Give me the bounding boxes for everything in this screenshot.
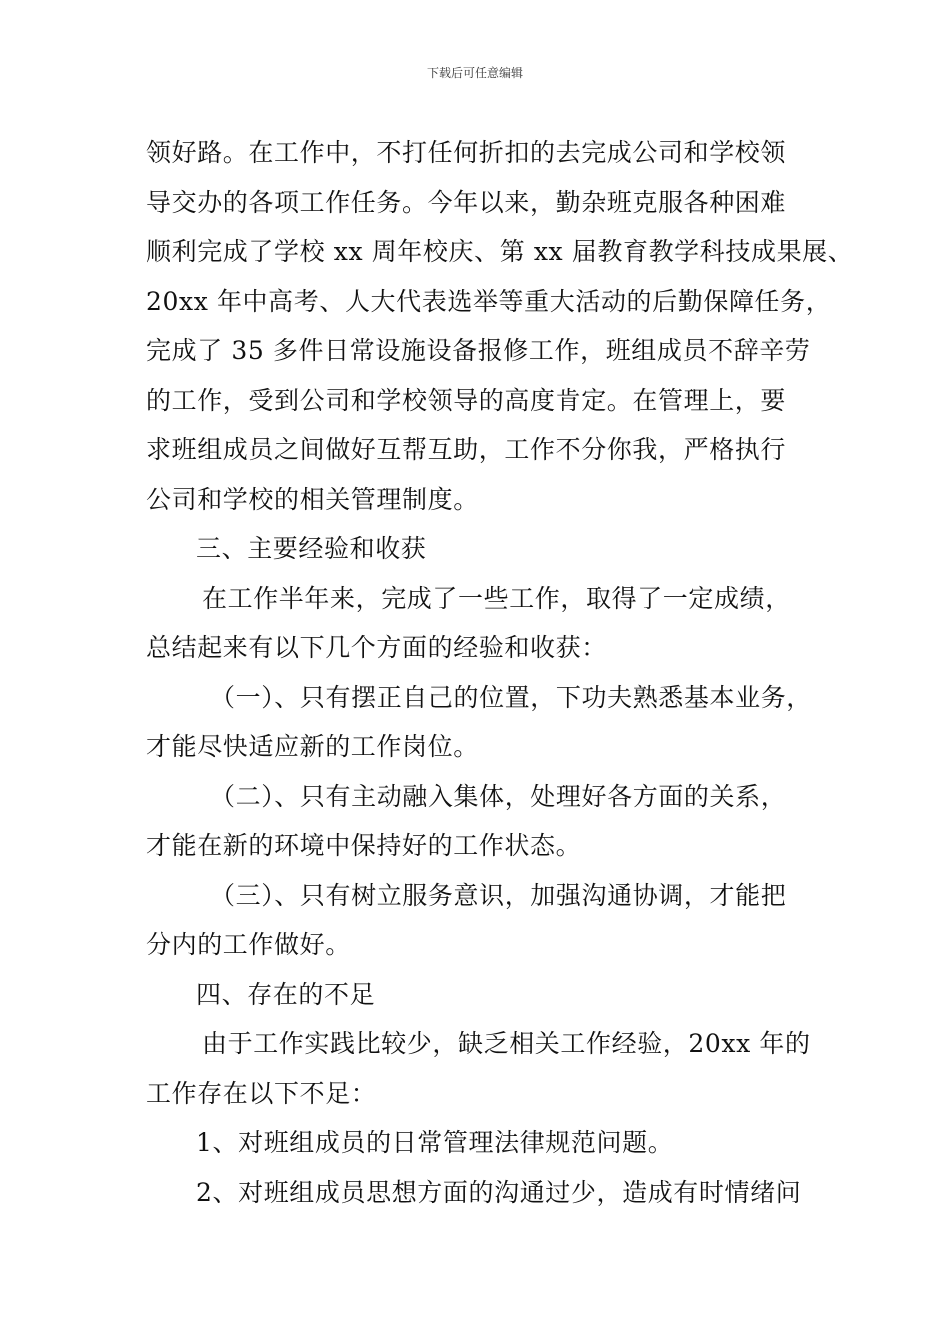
- text-line: 20xx 年中高考、人大代表选举等重大活动的后勤保障任务，: [146, 286, 832, 316]
- section-heading: 四、存在的不足: [196, 979, 376, 1009]
- section-heading: 三、主要经验和收获: [196, 534, 427, 563]
- text-line: 总结起来有以下几个方面的经验和收获：: [146, 633, 607, 662]
- text-line: 导交办的各项工作任务。今年以来，勤杂班克服各种困难: [146, 187, 787, 217]
- list-item: （一）、只有摆正自己的位置，下功夫熟悉基本业务，: [210, 682, 812, 712]
- text-line: 公司和学校的相关管理制度。: [146, 484, 479, 514]
- list-item: （三）、只有树立服务意识，加强沟通协调，才能把: [210, 880, 787, 910]
- text-line: 分内的工作做好。: [146, 930, 351, 959]
- text-line: 才能在新的环境中保持好的工作状态。: [146, 831, 582, 860]
- document-body: [146, 128, 854, 1217]
- text-line: 领好路。在工作中，不打任何折扣的去完成公司和学校领: [146, 138, 787, 167]
- text-line: 工作存在以下不足：: [146, 1078, 377, 1108]
- text-line: 由于工作实践比较少，缺乏相关工作经验，20xx 年的: [202, 1029, 811, 1058]
- list-item: 2、对班组成员思想方面的沟通过少，造成有时情绪问: [196, 1177, 802, 1207]
- page-header: 下载后可任意编辑: [426, 66, 523, 80]
- text-line: 完成了 35 多件日常设施设备报修工作，班组成员不辞辛劳: [146, 336, 811, 365]
- list-item: 1、对班组成员的日常管理法律规范问题。: [196, 1128, 674, 1157]
- text-line: 求班组成员之间做好互帮互助，工作不分你我，严格执行: [146, 435, 787, 464]
- text-line: 才能尽快适应新的工作岗位。: [146, 732, 479, 761]
- list-item: （二）、只有主动融入集体，处理好各方面的关系，: [210, 781, 787, 811]
- text-line: 在工作半年来，完成了一些工作，取得了一定成绩，: [202, 583, 791, 613]
- text-line: 的工作，受到公司和学校领导的高度肯定。在管理上，要: [146, 385, 787, 415]
- text-line: 顺利完成了学校 xx 周年校庆、第 xx 届教育教学科技成果展、: [146, 237, 854, 266]
